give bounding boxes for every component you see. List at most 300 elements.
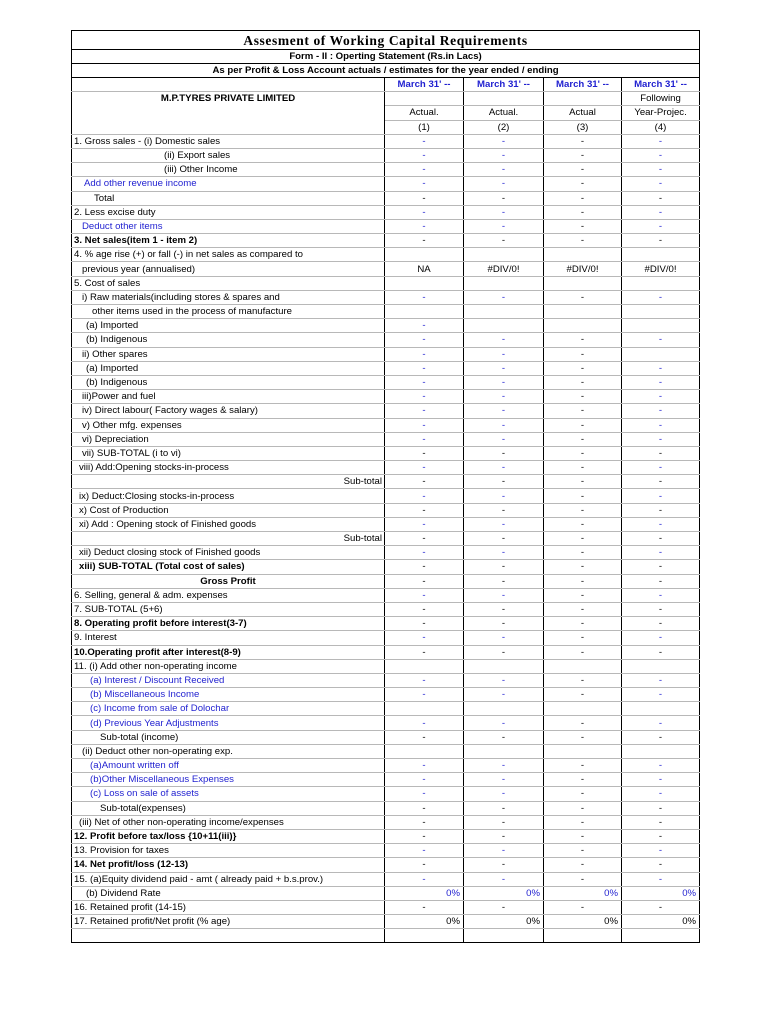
- header-col-number-4: (4): [622, 120, 700, 134]
- table-row: [72, 801, 700, 815]
- row-value-col4[interactable]: -: [622, 716, 700, 730]
- row-value-col4[interactable]: -: [622, 333, 700, 347]
- row-value-col3[interactable]: -: [544, 404, 622, 418]
- row-value-col2[interactable]: -: [464, 418, 544, 432]
- row-value-col3[interactable]: -: [544, 645, 622, 659]
- row-value-col4[interactable]: -: [622, 290, 700, 304]
- row-value-col2[interactable]: -: [464, 815, 544, 829]
- row-value-col4[interactable]: -: [622, 191, 700, 205]
- row-label: [72, 929, 385, 943]
- row-value-col4[interactable]: -: [622, 148, 700, 162]
- row-value-col4[interactable]: [622, 305, 700, 319]
- row-value-col4[interactable]: -: [622, 787, 700, 801]
- header-march-2: March 31' --: [464, 78, 544, 92]
- row-value-col4[interactable]: 0%: [622, 915, 700, 929]
- row-value-col2[interactable]: -: [464, 801, 544, 815]
- row-label: 2. Less excise duty: [72, 205, 385, 219]
- header-march-4: March 31' --: [622, 78, 700, 92]
- row-value-col2[interactable]: -: [464, 475, 544, 489]
- header-march-3: March 31' --: [544, 78, 622, 92]
- header-row2-col2: [464, 92, 544, 106]
- row-value-col1[interactable]: -: [385, 688, 464, 702]
- row-value-col2[interactable]: -: [464, 446, 544, 460]
- row-value-col3[interactable]: [544, 248, 622, 262]
- row-value-col2[interactable]: [464, 659, 544, 673]
- row-value-col1[interactable]: -: [385, 446, 464, 460]
- row-value-col2[interactable]: -: [464, 829, 544, 843]
- row-value-col4[interactable]: -: [622, 829, 700, 843]
- row-value-col3[interactable]: [544, 276, 622, 290]
- row-value-col1[interactable]: [385, 659, 464, 673]
- row-value-col4[interactable]: -: [622, 489, 700, 503]
- header-actual-2: Actual.: [464, 106, 544, 120]
- row-value-col2[interactable]: [464, 929, 544, 943]
- row-value-col2[interactable]: -: [464, 134, 544, 148]
- row-value-col4[interactable]: [622, 347, 700, 361]
- row-label: viii) Add:Opening stocks-in-process: [72, 461, 385, 475]
- row-label: 4. % age rise (+) or fall (-) in net sales as compared to: [72, 248, 385, 262]
- row-value-col1[interactable]: -: [385, 801, 464, 815]
- row-label: (a) Interest / Discount Received: [72, 673, 385, 687]
- row-value-col1[interactable]: -: [385, 148, 464, 162]
- row-label: 5. Cost of sales: [72, 276, 385, 290]
- row-value-col1[interactable]: NA: [385, 262, 464, 276]
- row-value-col2[interactable]: -: [464, 574, 544, 588]
- row-value-col3[interactable]: -: [544, 759, 622, 773]
- row-value-col2[interactable]: [464, 319, 544, 333]
- form-title: Form - II : Operting Statement (Rs.in Lacs): [72, 50, 700, 64]
- row-value-col4[interactable]: -: [622, 645, 700, 659]
- row-value-col1[interactable]: -: [385, 177, 464, 191]
- row-value-col1[interactable]: -: [385, 475, 464, 489]
- row-value-col4[interactable]: -: [622, 602, 700, 616]
- row-value-col1[interactable]: -: [385, 645, 464, 659]
- row-value-col3[interactable]: [544, 702, 622, 716]
- row-value-col1[interactable]: -: [385, 517, 464, 531]
- row-value-col1[interactable]: -: [385, 418, 464, 432]
- row-value-col2[interactable]: -: [464, 773, 544, 787]
- row-label: Gross Profit: [72, 574, 385, 588]
- table-row: [72, 418, 700, 432]
- row-value-col3[interactable]: -: [544, 290, 622, 304]
- row-value-col2[interactable]: [464, 248, 544, 262]
- table-row: [72, 219, 700, 233]
- row-value-col3[interactable]: -: [544, 829, 622, 843]
- row-value-col4[interactable]: -: [622, 617, 700, 631]
- row-value-col4[interactable]: 0%: [622, 886, 700, 900]
- table-row: [72, 262, 700, 276]
- row-value-col1[interactable]: -: [385, 716, 464, 730]
- row-value-col3[interactable]: -: [544, 432, 622, 446]
- table-row: [72, 886, 700, 900]
- row-value-col3[interactable]: -: [544, 688, 622, 702]
- row-value-col1[interactable]: -: [385, 560, 464, 574]
- table-row: [72, 602, 700, 616]
- row-value-col4[interactable]: #DIV/0!: [622, 262, 700, 276]
- row-value-col3[interactable]: -: [544, 815, 622, 829]
- row-value-col1[interactable]: -: [385, 759, 464, 773]
- row-value-col1[interactable]: -: [385, 532, 464, 546]
- row-value-col3[interactable]: -: [544, 461, 622, 475]
- row-value-col4[interactable]: -: [622, 163, 700, 177]
- row-label: 12. Profit before tax/loss {10+11(iii)}: [72, 829, 385, 843]
- row-value-col3[interactable]: -: [544, 148, 622, 162]
- row-value-col3[interactable]: -: [544, 177, 622, 191]
- row-value-col3[interactable]: -: [544, 872, 622, 886]
- row-value-col1[interactable]: -: [385, 858, 464, 872]
- row-value-col1[interactable]: -: [385, 134, 464, 148]
- row-value-col2[interactable]: -: [464, 673, 544, 687]
- row-value-col1[interactable]: [385, 305, 464, 319]
- row-value-col4[interactable]: -: [622, 446, 700, 460]
- row-value-col1[interactable]: -: [385, 617, 464, 631]
- row-value-col2[interactable]: -: [464, 900, 544, 914]
- row-value-col4[interactable]: -: [622, 432, 700, 446]
- row-value-col3[interactable]: -: [544, 503, 622, 517]
- row-value-col4[interactable]: [622, 248, 700, 262]
- row-value-col1[interactable]: [385, 702, 464, 716]
- row-value-col2[interactable]: -: [464, 177, 544, 191]
- row-value-col3[interactable]: -: [544, 205, 622, 219]
- row-value-col3[interactable]: -: [544, 191, 622, 205]
- row-value-col4[interactable]: -: [622, 134, 700, 148]
- row-label: vi) Depreciation: [72, 432, 385, 446]
- row-value-col2[interactable]: -: [464, 716, 544, 730]
- row-value-col2[interactable]: [464, 305, 544, 319]
- header-actual-3: Actual: [544, 106, 622, 120]
- row-value-col2[interactable]: -: [464, 503, 544, 517]
- row-value-col2[interactable]: -: [464, 219, 544, 233]
- row-value-col4[interactable]: -: [622, 234, 700, 248]
- row-value-col4[interactable]: -: [622, 532, 700, 546]
- row-value-col2[interactable]: -: [464, 205, 544, 219]
- table-row: [72, 872, 700, 886]
- row-value-col3[interactable]: -: [544, 489, 622, 503]
- row-value-col3[interactable]: -: [544, 617, 622, 631]
- row-value-col2[interactable]: 0%: [464, 886, 544, 900]
- row-value-col2[interactable]: [464, 702, 544, 716]
- row-value-col3[interactable]: -: [544, 560, 622, 574]
- row-value-col1[interactable]: -: [385, 333, 464, 347]
- row-label: (b) Indigenous: [72, 375, 385, 389]
- table-row: [72, 276, 700, 290]
- row-label: 17. Retained profit/Net profit (% age): [72, 915, 385, 929]
- row-value-col2[interactable]: -: [464, 546, 544, 560]
- row-value-col1[interactable]: -: [385, 347, 464, 361]
- row-value-col1[interactable]: 0%: [385, 886, 464, 900]
- row-value-col3[interactable]: -: [544, 673, 622, 687]
- row-value-col3[interactable]: [544, 929, 622, 943]
- row-value-col1[interactable]: -: [385, 361, 464, 375]
- row-label: vii) SUB-TOTAL (i to vi): [72, 446, 385, 460]
- table-row: [72, 319, 700, 333]
- row-value-col3[interactable]: -: [544, 446, 622, 460]
- row-value-col1[interactable]: -: [385, 461, 464, 475]
- row-label: ix) Deduct:Closing stocks-in-process: [72, 489, 385, 503]
- row-value-col3[interactable]: -: [544, 475, 622, 489]
- row-value-col4[interactable]: -: [622, 844, 700, 858]
- row-value-col4[interactable]: -: [622, 418, 700, 432]
- row-value-col4[interactable]: [622, 929, 700, 943]
- row-value-col2[interactable]: -: [464, 191, 544, 205]
- table-row: [72, 503, 700, 517]
- row-value-col1[interactable]: -: [385, 872, 464, 886]
- row-label: 6. Selling, general & adm. expenses: [72, 588, 385, 602]
- row-label: v) Other mfg. expenses: [72, 418, 385, 432]
- row-value-col3[interactable]: -: [544, 773, 622, 787]
- row-label: Add other revenue income: [72, 177, 385, 191]
- row-label: (c) Income from sale of Dolochar: [72, 702, 385, 716]
- row-value-col4[interactable]: -: [622, 631, 700, 645]
- row-value-col4[interactable]: -: [622, 560, 700, 574]
- header-row2-col4: Following: [622, 92, 700, 106]
- row-value-col4[interactable]: -: [622, 815, 700, 829]
- row-value-col1[interactable]: -: [385, 375, 464, 389]
- row-value-col1[interactable]: -: [385, 574, 464, 588]
- row-value-col2[interactable]: -: [464, 390, 544, 404]
- table-row: [72, 546, 700, 560]
- row-value-col1[interactable]: -: [385, 900, 464, 914]
- row-value-col4[interactable]: -: [622, 730, 700, 744]
- row-value-col4[interactable]: [622, 744, 700, 758]
- row-label: (ii) Deduct other non-operating exp.: [72, 744, 385, 758]
- row-value-col3[interactable]: -: [544, 219, 622, 233]
- row-value-col2[interactable]: -: [464, 560, 544, 574]
- row-value-col1[interactable]: -: [385, 602, 464, 616]
- row-value-col1[interactable]: [385, 248, 464, 262]
- row-value-col1[interactable]: -: [385, 773, 464, 787]
- header-col-number-3: (3): [544, 120, 622, 134]
- row-value-col1[interactable]: -: [385, 319, 464, 333]
- row-value-col3[interactable]: -: [544, 347, 622, 361]
- row-value-col1[interactable]: -: [385, 673, 464, 687]
- row-value-col1[interactable]: -: [385, 205, 464, 219]
- row-value-col1[interactable]: [385, 276, 464, 290]
- row-value-col2[interactable]: -: [464, 517, 544, 531]
- row-value-col1[interactable]: 0%: [385, 915, 464, 929]
- table-row: [72, 432, 700, 446]
- row-value-col2[interactable]: -: [464, 375, 544, 389]
- row-value-col4[interactable]: -: [622, 546, 700, 560]
- row-value-col4[interactable]: -: [622, 177, 700, 191]
- row-value-col4[interactable]: -: [622, 205, 700, 219]
- row-value-col2[interactable]: -: [464, 645, 544, 659]
- table-row: [72, 929, 700, 943]
- row-value-col2[interactable]: -: [464, 404, 544, 418]
- row-label: 10.Operating profit after interest(8-9): [72, 645, 385, 659]
- row-value-col4[interactable]: -: [622, 773, 700, 787]
- row-value-col2[interactable]: -: [464, 234, 544, 248]
- row-value-col2[interactable]: -: [464, 602, 544, 616]
- row-value-col3[interactable]: -: [544, 418, 622, 432]
- company-name: M.P.TYRES PRIVATE LIMITED: [72, 92, 385, 135]
- row-value-col2[interactable]: 0%: [464, 915, 544, 929]
- row-value-col4[interactable]: -: [622, 390, 700, 404]
- row-value-col3[interactable]: -: [544, 844, 622, 858]
- row-value-col1[interactable]: -: [385, 787, 464, 801]
- row-label: xi) Add : Opening stock of Finished goods: [72, 517, 385, 531]
- row-value-col3[interactable]: -: [544, 375, 622, 389]
- row-value-col4[interactable]: -: [622, 900, 700, 914]
- row-value-col1[interactable]: -: [385, 219, 464, 233]
- row-value-col4[interactable]: -: [622, 673, 700, 687]
- row-label: iii)Power and fuel: [72, 390, 385, 404]
- row-value-col2[interactable]: -: [464, 787, 544, 801]
- row-value-col2[interactable]: -: [464, 759, 544, 773]
- row-value-col3[interactable]: -: [544, 730, 622, 744]
- row-value-col2[interactable]: -: [464, 432, 544, 446]
- row-label: (b) Dividend Rate: [72, 886, 385, 900]
- row-value-col4[interactable]: [622, 319, 700, 333]
- row-value-col4[interactable]: -: [622, 517, 700, 531]
- row-value-col3[interactable]: -: [544, 134, 622, 148]
- row-label: (b) Indigenous: [72, 333, 385, 347]
- row-value-col2[interactable]: -: [464, 333, 544, 347]
- row-value-col3[interactable]: -: [544, 900, 622, 914]
- table-row: [72, 688, 700, 702]
- row-value-col1[interactable]: -: [385, 815, 464, 829]
- row-value-col1[interactable]: -: [385, 730, 464, 744]
- table-row: [72, 659, 700, 673]
- row-value-col4[interactable]: -: [622, 574, 700, 588]
- row-value-col1[interactable]: -: [385, 390, 464, 404]
- row-label: i) Raw materials(including stores & spares and: [72, 290, 385, 304]
- row-label: 8. Operating profit before interest(3-7): [72, 617, 385, 631]
- row-value-col3[interactable]: -: [544, 787, 622, 801]
- row-value-col1[interactable]: -: [385, 844, 464, 858]
- row-value-col2[interactable]: -: [464, 163, 544, 177]
- row-value-col3[interactable]: [544, 305, 622, 319]
- table-row: [72, 361, 700, 375]
- row-value-col4[interactable]: -: [622, 759, 700, 773]
- row-value-col4[interactable]: -: [622, 375, 700, 389]
- row-value-col1[interactable]: -: [385, 234, 464, 248]
- row-value-col4[interactable]: -: [622, 688, 700, 702]
- row-value-col4[interactable]: -: [622, 858, 700, 872]
- row-value-col4[interactable]: -: [622, 219, 700, 233]
- row-value-col3[interactable]: -: [544, 517, 622, 531]
- row-value-col3[interactable]: 0%: [544, 886, 622, 900]
- row-value-col3[interactable]: -: [544, 234, 622, 248]
- row-value-col2[interactable]: -: [464, 588, 544, 602]
- row-value-col2[interactable]: [464, 744, 544, 758]
- row-value-col2[interactable]: -: [464, 532, 544, 546]
- table-row: [72, 177, 700, 191]
- sheet-title: Assesment of Working Capital Requirements: [72, 31, 700, 50]
- row-value-col1[interactable]: -: [385, 290, 464, 304]
- row-value-col1[interactable]: -: [385, 829, 464, 843]
- row-value-col1[interactable]: -: [385, 489, 464, 503]
- row-value-col2[interactable]: -: [464, 617, 544, 631]
- row-value-col1[interactable]: -: [385, 404, 464, 418]
- header-march-1: March 31' --: [385, 78, 464, 92]
- row-label: x) Cost of Production: [72, 503, 385, 517]
- row-label: (ii) Export sales: [72, 148, 385, 162]
- row-value-col2[interactable]: [464, 276, 544, 290]
- row-value-col2[interactable]: -: [464, 872, 544, 886]
- row-value-col1[interactable]: [385, 744, 464, 758]
- row-value-col1[interactable]: -: [385, 432, 464, 446]
- row-label: (b) Miscellaneous Income: [72, 688, 385, 702]
- table-row: [72, 532, 700, 546]
- row-value-col4[interactable]: -: [622, 461, 700, 475]
- row-value-col4[interactable]: [622, 659, 700, 673]
- row-label: ii) Other spares: [72, 347, 385, 361]
- header-row2-col3: [544, 92, 622, 106]
- row-value-col3[interactable]: -: [544, 333, 622, 347]
- row-value-col1[interactable]: -: [385, 191, 464, 205]
- row-value-col4[interactable]: [622, 276, 700, 290]
- row-value-col3[interactable]: [544, 319, 622, 333]
- row-value-col2[interactable]: -: [464, 858, 544, 872]
- row-value-col3[interactable]: -: [544, 858, 622, 872]
- row-value-col2[interactable]: -: [464, 688, 544, 702]
- table-row: [72, 645, 700, 659]
- row-value-col3[interactable]: -: [544, 390, 622, 404]
- row-value-col4[interactable]: [622, 702, 700, 716]
- row-label: Total: [72, 191, 385, 205]
- table-row: [72, 461, 700, 475]
- table-row: [72, 915, 700, 929]
- row-value-col3[interactable]: 0%: [544, 915, 622, 929]
- row-value-col2[interactable]: -: [464, 631, 544, 645]
- table-row: [72, 617, 700, 631]
- row-value-col3[interactable]: -: [544, 602, 622, 616]
- row-value-col3[interactable]: -: [544, 716, 622, 730]
- table-row: [72, 163, 700, 177]
- row-value-col4[interactable]: -: [622, 503, 700, 517]
- row-value-col1[interactable]: -: [385, 631, 464, 645]
- row-value-col3[interactable]: -: [544, 574, 622, 588]
- row-value-col4[interactable]: -: [622, 801, 700, 815]
- row-value-col2[interactable]: -: [464, 347, 544, 361]
- row-value-col3[interactable]: -: [544, 631, 622, 645]
- row-value-col3[interactable]: #DIV/0!: [544, 262, 622, 276]
- header-col-number-1: (1): [385, 120, 464, 134]
- row-value-col3[interactable]: [544, 659, 622, 673]
- row-value-col3[interactable]: -: [544, 801, 622, 815]
- table-row: [72, 205, 700, 219]
- row-value-col3[interactable]: -: [544, 361, 622, 375]
- row-value-col4[interactable]: -: [622, 404, 700, 418]
- row-value-col2[interactable]: -: [464, 290, 544, 304]
- row-value-col2[interactable]: #DIV/0!: [464, 262, 544, 276]
- row-value-col4[interactable]: -: [622, 872, 700, 886]
- header-col-number-2: (2): [464, 120, 544, 134]
- row-value-col1[interactable]: [385, 929, 464, 943]
- row-value-col1[interactable]: -: [385, 546, 464, 560]
- row-value-col3[interactable]: -: [544, 163, 622, 177]
- row-value-col2[interactable]: -: [464, 461, 544, 475]
- header-actual-1: Actual.: [385, 106, 464, 120]
- row-value-col1[interactable]: -: [385, 503, 464, 517]
- row-value-col4[interactable]: -: [622, 475, 700, 489]
- row-value-col4[interactable]: -: [622, 361, 700, 375]
- row-value-col3[interactable]: [544, 744, 622, 758]
- row-value-col3[interactable]: -: [544, 532, 622, 546]
- row-value-col3[interactable]: -: [544, 588, 622, 602]
- row-value-col1[interactable]: -: [385, 163, 464, 177]
- row-value-col1[interactable]: -: [385, 588, 464, 602]
- row-value-col2[interactable]: -: [464, 361, 544, 375]
- row-value-col2[interactable]: -: [464, 489, 544, 503]
- row-value-col2[interactable]: -: [464, 730, 544, 744]
- table-row: [72, 347, 700, 361]
- row-value-col2[interactable]: -: [464, 148, 544, 162]
- row-value-col3[interactable]: -: [544, 546, 622, 560]
- row-value-col4[interactable]: -: [622, 588, 700, 602]
- row-value-col2[interactable]: -: [464, 844, 544, 858]
